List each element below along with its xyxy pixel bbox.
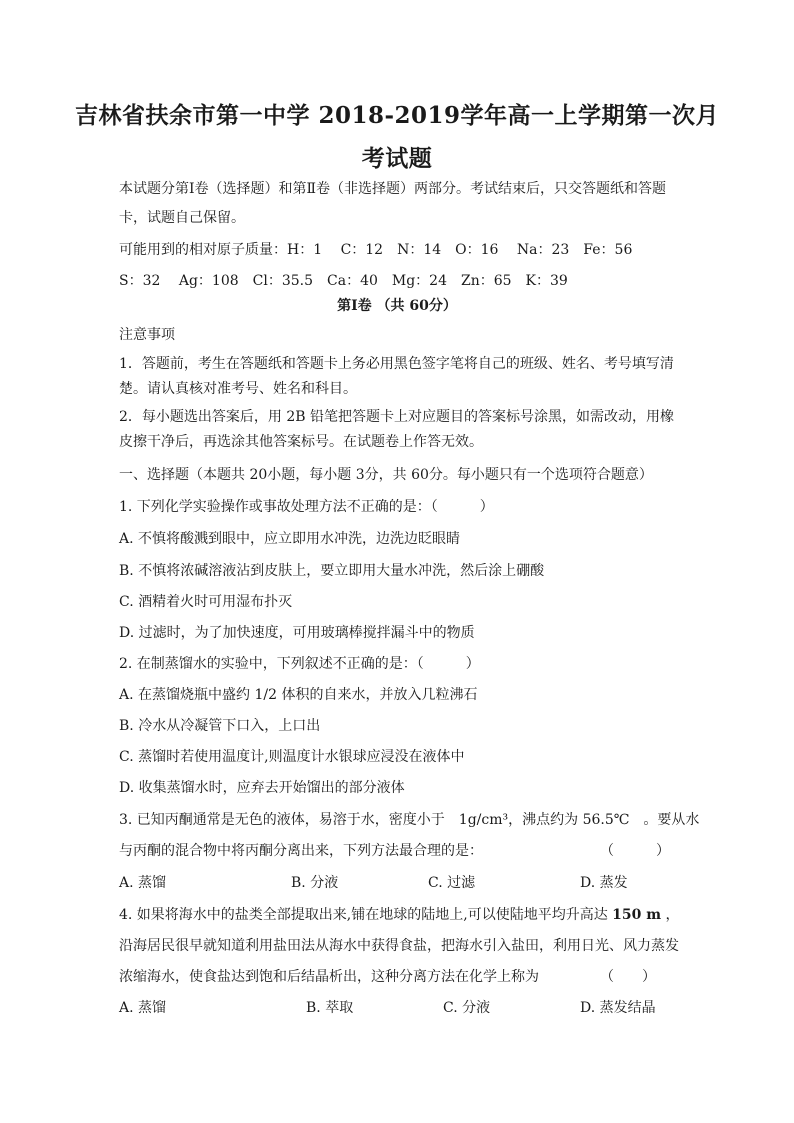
q4-stem-line-2: 沿海居民很早就知道利用盐田法从海水中获得食盐，把海水引入盐田，利用日光、风力蒸发 [119, 938, 679, 954]
exam-title-line1: 吉林省扶余市第一中学 2018-2019学年高一上学期第一次月 [74, 102, 720, 129]
q2-option-c: C. 蒸馏时若使用温度计,则温度计水银球应浸没在液体中 [119, 749, 465, 765]
q4-answer-blank: （ ） [600, 969, 656, 985]
q4-stem-line-1 [119, 906, 679, 924]
q4-option-c: C. 分液 [443, 1000, 491, 1016]
note-2-line-1: 2．每小题选出答案后，用 2B 铅笔把答题卡上对应题目的答案标号涂黑，如需改动，用橡 [119, 409, 675, 425]
q3-option-b: B. 分液 [291, 875, 339, 891]
q3-option-a: A. 蒸馏 [119, 875, 167, 891]
q1-option-c: C. 酒精着火时可用湿布扑灭 [119, 594, 293, 610]
note-1-line-2: 楚。请认真核对准考号、姓名和科目。 [119, 381, 357, 397]
q1-option-b: B. 不慎将浓碱溶液沾到皮肤上，要立即用大量水冲洗，然后涂上硼酸 [119, 563, 545, 579]
q2-stem: 2. 在制蒸馏水的实验中，下列叙述不正确的是：（ ） [119, 656, 480, 672]
q2-option-b: B. 冷水从冷凝管下口入，上口出 [119, 718, 321, 734]
q3-option-c: C. 过滤 [428, 875, 476, 891]
intro-line-1: 本试题分第Ⅰ卷（选择题）和第Ⅱ卷（非选择题）两部分。考试结束后，只交答题纸和答题 [119, 181, 667, 197]
q3-option-d: D. 蒸发 [580, 875, 628, 891]
exam-title-line2: 考试题 [361, 145, 433, 172]
notes-heading: 注意事项 [119, 327, 175, 343]
q4-option-a: A. 蒸馏 [119, 1000, 167, 1016]
q4-option-d: D. 蒸发结晶 [580, 1000, 656, 1016]
q2-option-d: D. 收集蒸馏水时，应弃去开始馏出的部分液体 [119, 780, 405, 796]
note-2-line-2: 皮擦干净后，再选涂其他答案标号。在试题卷上作答无效。 [119, 434, 483, 450]
q1-stem: 1. 下列化学实验操作或事故处理方法不正确的是：（ ） [119, 499, 494, 515]
q4-height-value: 150 m [612, 907, 662, 923]
q1-option-d: D. 过滤时，为了加快速度，可用玻璃棒搅拌漏斗中的物质 [119, 625, 475, 641]
q4-stem-text: 4. 如果将海水中的盐类全部提取出来,铺在地球的陆地上,可以使陆地平均升高达 [119, 907, 608, 923]
q3-stem-line-1: 3. 已知丙酮通常是无色的液体，易溶于水，密度小于 1g/cm³，沸点约为 56.5℃ 。要从水 [119, 812, 700, 828]
q4-stem-line-3: 浓缩海水，使食盐达到饱和后结晶析出，这种分离方法在化学上称为 [119, 969, 539, 985]
q1-option-a: A. 不慎将酸溅到眼中，应立即用水冲洗，边洗边眨眼睛 [119, 531, 461, 547]
section-heading: 第Ⅰ卷 （共 60分） [337, 298, 457, 314]
q4-option-b: B. 萃取 [306, 1000, 354, 1016]
atomic-masses-line-2: S：32 Ag：108 Cl：35.5 Ca：40 Mg：24 Zn：65 K：39 [119, 273, 568, 289]
q2-option-a: A. 在蒸馏烧瓶中盛约 1/2 体积的自来水，并放入几粒沸石 [119, 687, 478, 703]
atomic-masses-line-1: 可能用到的相对原子质量：H：1 C：12 N：14 O：16 Na：23 Fe：56 [119, 242, 633, 258]
q3-answer-blank: （ ） [600, 843, 670, 859]
q3-stem-line-2: 与丙酮的混合物中将丙酮分离出来，下列方法最合理的是： [119, 843, 483, 859]
part-heading: 一、选择题（本题共 20小题，每小题 3分，共 60分。每小题只有一个选项符合题意） [119, 467, 653, 483]
intro-line-2: 卡，试题自己保留。 [119, 210, 245, 226]
note-1-line-1: 1．答题前，考生在答题纸和答题卡上务必用黑色签字笔将自己的班级、姓名、考号填写清 [119, 356, 674, 372]
q4-stem-comma: ， [665, 907, 680, 923]
